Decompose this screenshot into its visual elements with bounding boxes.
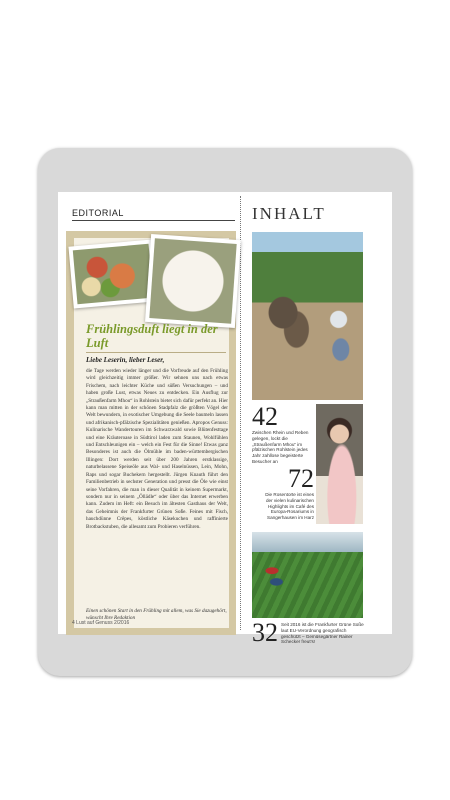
contents-item-32[interactable] [252,620,364,646]
page-number: 32 [252,618,278,647]
food-photo-left [68,239,157,308]
section-label: EDITORIAL [72,208,124,218]
cake-photo[interactable] [316,404,363,524]
editorial-headline: Frühlingsduft liegt in der Luft [86,322,218,350]
page-number: 42 [252,402,278,431]
page-number: 72 [288,464,314,493]
contents-title: INHALT [252,204,326,223]
contents-item-42[interactable] [252,404,312,465]
garden-photo-sky [252,532,363,552]
editorial-closing: Einen schönen Start in den Frühling mit allem, was Sie dazugehört, wünscht Ihre Redaktion [86,608,227,622]
headline-rule [86,352,226,353]
item-caption: Zwischen Rhein und Reben gelegen, lockt die „Straußenfarm Mhou“ im pfälzischen Rohlstein jedes Jahr zahllose begeisterte Besucher an [252,430,309,464]
page-footer: 4 Lust auf Genuss 2/2016 [72,620,130,626]
section-rule [72,220,235,221]
food-photo-right [145,234,241,328]
editorial-salutation: Liebe Leserin, lieber Leser, [86,356,165,364]
ostrich-photo[interactable] [252,232,363,400]
contents-item-72[interactable] [262,466,314,521]
page-divider [240,196,241,630]
item-caption: Die Rosentorte ist eines der vielen kulinarischen Highlights im Café des Europa-Rosariums in Sangerhausen im Harz [265,492,314,521]
editorial-body: die Tage werden wieder länger und die Vorfreude auf den Frühling wird gleichzeitig immer größer. Wir sehnen uns nach etwas Frischem, nach leichter Küche und süßen Versuchungen – und haben große Lust, etwas Neues zu entdecken. Ein Ausflug zur „Straußenfarm Mhou“ in Rohlstein bietet sich dafür perfekt an. Hier kann man mitten in der schönen Stadpfalz die größten Vögel der Welt bewundern, in exotischer Umgebung die Seele baumeln lassen und afrikanisch-pfälzische Spezialitäten genießen. Apropos Genuss: Kulinarische Wandertouren im Schwarzwald sowie Blütenfesttage und eine Kräuteroase in Südtirol laden zum Staunen, Wohlfühlen und Entschleunigen ein – welch ein Fest für die Sinne! Etwas ganz Besonderes ist auch die Ölmühle im baden-württembergischen Illingen: Dort werden seit über 200 Jahren erstklassige, naturbelassene Speiseöle aus Wal- und Haselnüssen, Lein, Mohn, Raps und sogar Buchekern hergestellt. Jürgen Knauth führt den Familienbetrieb in sechster Generation und presst die Öle wie einst seine Vorfahren, die man in dieser Qualität in keinem Supermarkt, sondern nur in seinem „Öllädle“ oder über das Internet erwerben kann. Zudem im Heft: ein Besuch im ältesten Gasthaus der Welt, das Geheimnis der Frankfurter Grünen Soße. Feines mit Fisch, hauchdünne Crêpes, köstliche Käsekuchen und raffinierte Brotbackstuben, die allesamt zum Probieren verführen. [86,368,228,530]
item-caption: Seit 2016 ist die Frankfurter Grüne Soße laut EU-Verordnung geografisch geschützt – Gemüsegärtner Rainer Schecker freut's! [281,622,364,645]
